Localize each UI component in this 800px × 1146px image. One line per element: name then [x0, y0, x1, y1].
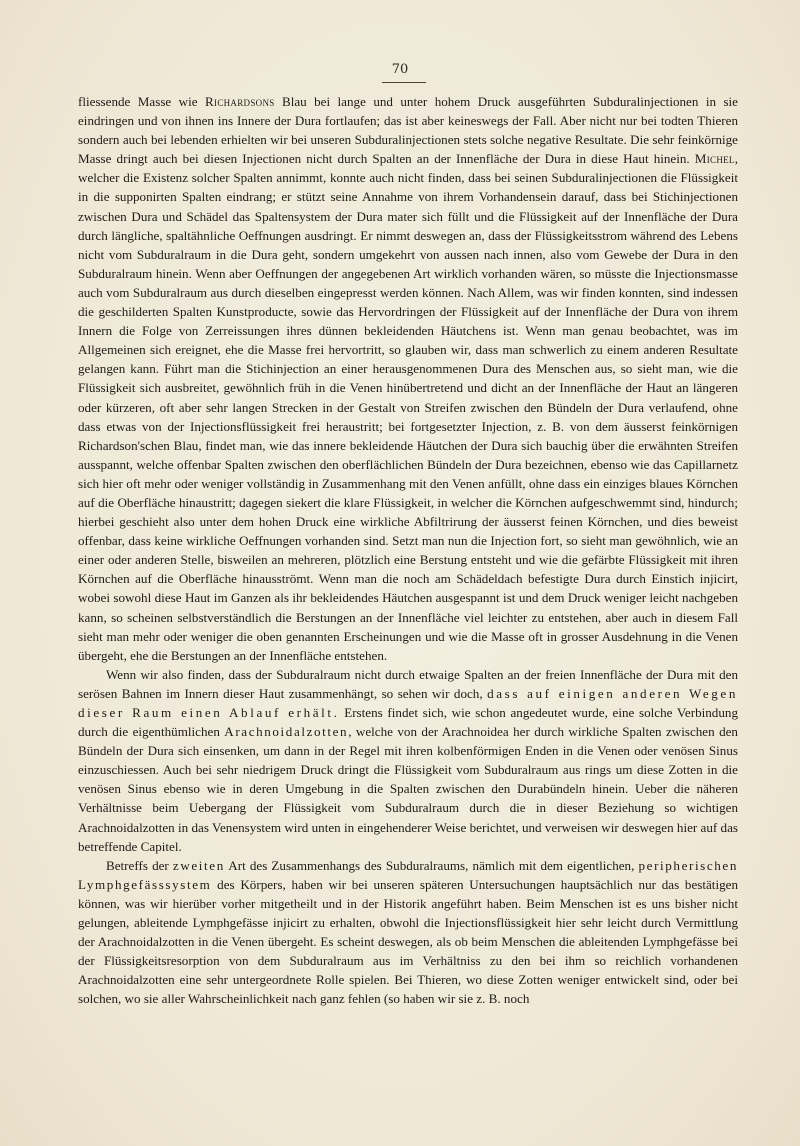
author-name-richardsons: Richardsons	[205, 94, 275, 109]
page-number: 70	[391, 62, 409, 77]
emphasis-spaced: zweiten	[172, 857, 225, 873]
text-run: Erstens findet sich, wie schon angedeutet wurde, eine solche Verbindung durch die eigenthümlichen	[78, 705, 738, 740]
text-run: , welche von der Arachnoidea her durch wirkliche Spalten zwischen den Bündeln der Dura sich einsenken, um dann in der Regel mit ihren kolbenförmigen Enden in die Venen oder venösen Sinus einzuschiessen. Auch bei sehr niedrigem Druck dringt die Flüssigkeit vom Subduralraum aus rings um diese Zotten in die venösen Sinus ebenso wie in deren Umgebung in die Spalten zwischen den Durabündeln hinein. Ueber die näheren Verhältnisse beim Uebergang der Flüssigkeit vom Subduralraum durch die in dieser Beziehung so wichtigen Arachnoidalzotten in das Venensystem wird unten in eingehenderer Weise berichtet, und verweisen wir deswegen hier auf das betreffende Capitel.	[78, 724, 738, 854]
author-name-michel: Michel	[694, 151, 735, 167]
text-run: des Körpers, haben wir bei unseren späteren Untersuchungen hauptsächlich nur das bestätigen können, was wir hierüber vorher mitgetheilt und in der Historik angeführt haben. Beim Menschen ist es uns bisher nicht gelungen, ableitende Lymphgefässe injicirt zu erhalten, obwohl die Injectionsflüssigkeit hier sehr leicht durch Vermittlung der Arachnoidalzotten in die Venen übergeht. Es scheint deswegen, als ob beim Menschen die ableitenden Lymphgefässe bei der Flüssigkeitsresorption von dem Subduralraum aus im Verhältniss zu den bei ihm so reichlich vorhandenen Arachnoidalzotten eine sehr untergeordnete Rolle spielen. Bei Thieren, wo diese Zotten weniger entwickelt sind, oder bei solchen, wo sie aller Wahrscheinlichkeit nach ganz fehlen (so haben wir sie z. B. noch	[78, 876, 738, 1007]
body-text	[78, 92, 738, 1009]
paragraph-1	[78, 92, 738, 665]
text-run: Art des Zusammenhangs des Subduralraums, nämlich mit dem eigentlichen,	[224, 857, 639, 873]
text-run: Betreffs der	[106, 857, 173, 873]
paragraph-3	[78, 856, 738, 1009]
text-run: fliessende Masse wie	[78, 94, 205, 109]
text-run: Wenn wir also finden, dass der Subduralraum nicht durch etwaige Spalten an der freien Innenfläche der Dura mit den serösen Bahnen im Innern dieser Haut zusammenhängt, so sehen wir doch,	[78, 666, 738, 701]
emphasis-spaced: peripherischen Lymphgefässsystem	[78, 857, 738, 892]
text-run: , welcher die Existenz solcher Spalten annimmt, konnte auch nicht finden, dass bei seinen Subduralinjectionen die Flüssigkeit in die supponirten Spalten eindrang; er stützt seine Annahme von ihrem Vorhandensein darauf, dass bei Stichinjectionen zwischen Dura und Schädel das Spaltensystem der Dura mater sich füllt und die Flüssigkeit auf der Innenfläche der Dura durch längliche, spaltähnliche Oeffnungen ausdringt. Er nimmt deswegen an, dass der Flüssigkeitsstrom während des Lebens nicht vom Subduralraum in die Dura geht, sondern umgekehrt von aussen nach innen, also vom Gewebe der Dura in den Subduralraum hinein. Wenn aber Oeffnungen der angegebenen Art wirklich vorhanden wären, so müsste die Injectionsmasse auch vom Subduralraum aus durch dieselben eingepresst werden können. Nach Allem, was wir finden konnten, sind indessen die geschilderten Spalten Kunstproducte, sowie das Hervordringen der Flüssigkeit auf der Innenfläche der Dura von ihrem Innern die Folge von Zerreissungen ihres dünnen bekleidenden Häutchens ist. Wenn man genau beobachtet, was im Allgemeinen sich ereignet, ehe die Masse frei hervortritt, so glauben wir, dass man schwerlich zu einem anderen Resultate gelangen kann. Führt man die Stichinjection an einer herausgenommenen Dura des Menschen aus, so sieht man, wie die Flüssigkeit sich ausbreitet, gewöhnlich früh in die Venen hinübertretend und dicht an der Innenfläche der Haut an längeren oder kürzeren, oft aber sehr langen Strecken in der Gestalt von Streifen zwischen den Bündeln der Dura verlaufend, ohne dass etwas von der Injectionsflüssigkeit frei heraustritt; bei fortgesetzter Injection, z. B. von dem äusserst feinkörnigen Richardson'schen Blau, findet man, wie das innere bekleidende Häutchen der Dura sich bauchig über die erwähnten Streifen ausspannt, welche offenbar Spalten zwischen den oberflächlichen Bündeln der Dura bezeichnen, ebenso wie das Capillarnetz sich hier oft mehr oder weniger vollständig in Zusammenhang mit den Venen anfüllt, ohne dass ein einziges blaues Körnchen auf die Oberfläche hinaustritt; dagegen siekert die klare Flüssigkeit, in welcher die Körnchen aufgeschwemmt sind, hindurch; hierbei geschieht also unter dem hohen Druck eine wirkliche Abfiltrirung der äusserst feinen Körnchen, und dies beweist offenbar, dass keine wirkliche Oeffnungen vorhanden sind. Setzt man nun die Injection fort, so sieht man gewöhnlich, wie an einer oder anderen Stelle, bisweilen an mehreren, plötzlich eine Berstung entsteht und wie die gefärbte Flüssigkeit mit ihren Körnchen auf die Oberfläche hinausströmt. Wenn man die noch am Schädeldach befestigte Dura durch Einstich injicirt, wobei sowohl diese Haut im Ganzen als ihr bekleidendes Häutchen ausgespannt ist und dem Druck weniger leicht nachgeben kann, so scheinen selbstverständlich die Berstungen an der Innenfläche viel leichter zu entstehen, aber auch in diesem Fall sieht man mehr oder weniger die oben genannten Erscheinungen und wie die Masse oft in grosser Ausdehnung in die Venen übergeht, ehe die Berstungen an der Innenfläche entstehen.	[78, 151, 738, 663]
text-run: Blau bei lange und unter hohem Druck ausgeführten Subduralinjectionen in sie eindringen und von ihnen ins Innere der Dura fortlaufen; das ist aber keineswegs der Fall. Aber nicht nur bei todten Thieren sondern auch bei lebenden erhielten wir bei unseren Subduralinjectionen stets solche negative Resultate. Die sehr feinkörnige Masse dringt auch bei diesen Injectionen nicht durch Spalten an der Innenfläche der Dura in diese Haut hinein.	[78, 94, 738, 167]
emphasis-spaced: dass auf einigen anderen Wegen dieser Raum einen Ablauf erhält.	[78, 685, 738, 720]
emphasis-spaced: Arachnoidalzotten	[224, 724, 349, 740]
paragraph-2	[78, 665, 738, 856]
page-number-rule	[382, 82, 426, 83]
